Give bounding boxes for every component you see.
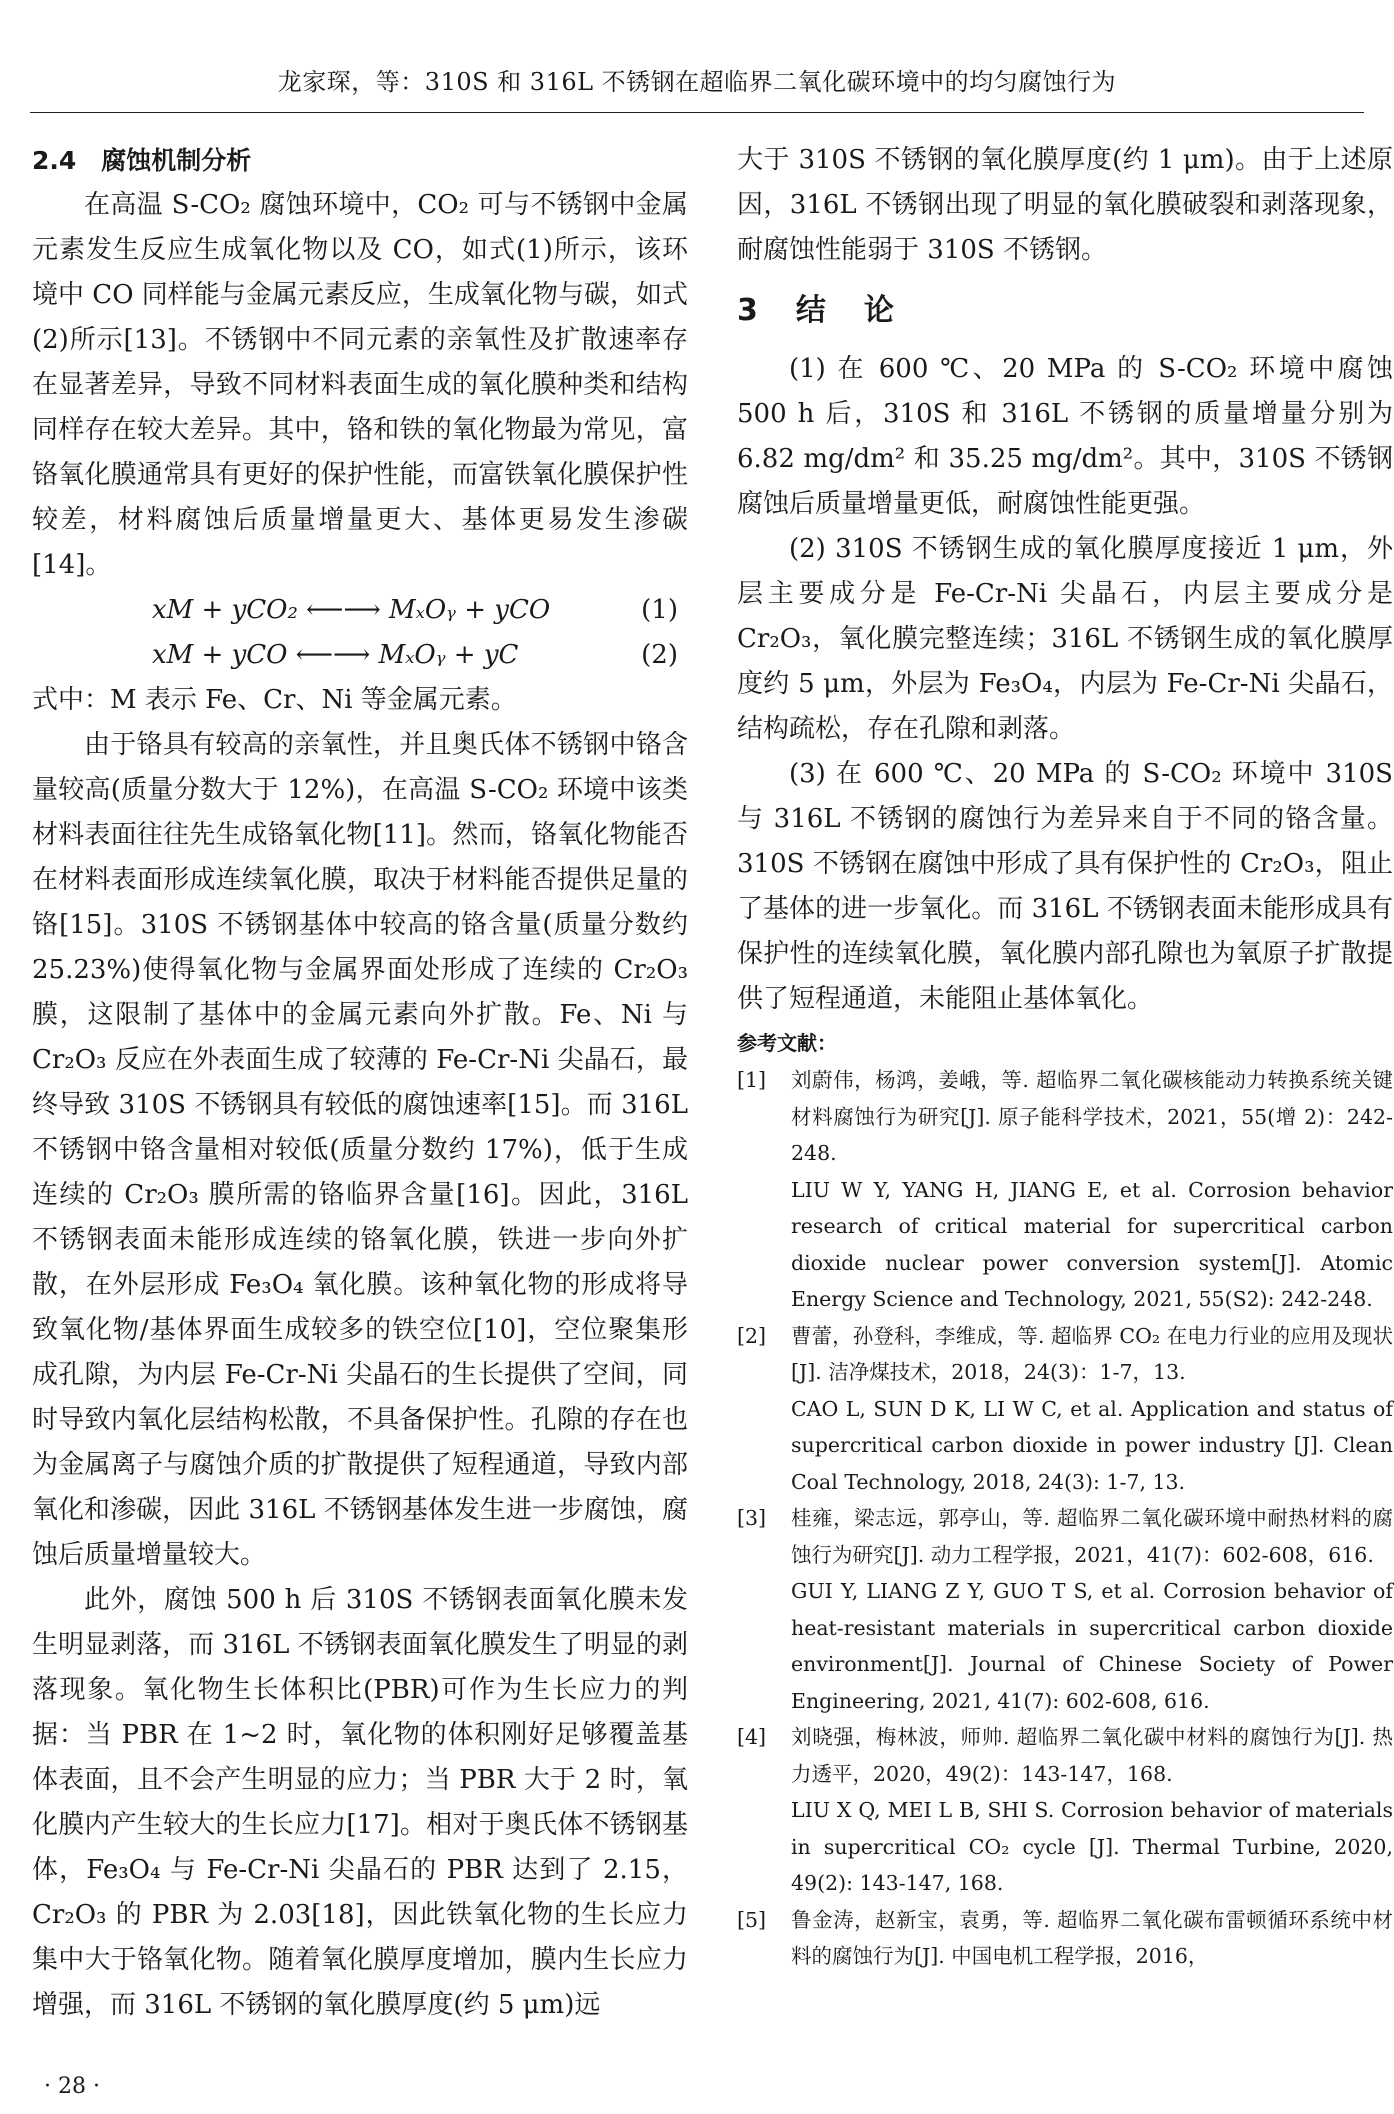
equation-text: xM + yCO ⟵⟶ MₓOᵧ + yC xyxy=(152,640,519,670)
reference-text xyxy=(791,1902,1393,1975)
conclusion-item: (1) 在 600 ℃、20 MPa 的 S-CO₂ 环境中腐蚀 500 h 后，310S 和 316L 不锈钢的质量增量分别为 6.82 mg/dm² 和 35.25 mg/dm²。其中，310S 不锈钢腐蚀后质量增量更低，耐腐蚀性能更强。 xyxy=(737,354,1393,519)
reference-tag: [5] xyxy=(737,1907,767,1932)
paragraph: 由于铬具有较高的亲氧性，并且奥氏体不锈钢中铬含量较高(质量分数大于 12%)，在高温 S-CO₂ 环境中该类材料表面往往先生成铬氧化物[11]。然而，铬氧化物能否在材料表面形成连续氧化膜，取决于材料能否提供足量的铬[15]。310S 不锈钢基体中较高的铬含量(质量分数约 25.23%)使得氧化物与金属界面处形成了连续的 Cr₂O₃ 膜，这限制了基体中的金属元素向外扩散。Fe、Ni 与 Cr₂O₃ 反应在外表面生成了较薄的 Fe-Cr-Ni 尖晶石，最终导致 310S 不锈钢具有较低的腐蚀速率[15]。而 316L 不锈钢中铬含量相对较低(质量分数约 17%)，低于生成连续的 Cr₂O₃ 膜所需的铬临界含量[16]。因此，316L 不锈钢表面未能形成连续的铬氧化膜，铁进一步向外扩散，在外层形成 Fe₃O₄ 氧化膜。该种氧化物的形成将导致氧化物/基体界面生成较多的铁空位[10]，空位聚集形成孔隙，为内层 Fe-Cr-Ni 尖晶石的生长提供了空间，同时导致内氧化层结构松散，不具备保护性。孔隙的存在也为金属离子与腐蚀介质的扩散提供了短程通道，导致内部氧化和渗碳，因此 316L 不锈钢基体发生进一步腐蚀，腐蚀后质量增量较大。 xyxy=(32,730,688,1570)
equation-1 xyxy=(32,588,688,633)
reference-text xyxy=(791,1500,1393,1719)
reference-tag: [2] xyxy=(737,1323,767,1348)
paragraph: 此外，腐蚀 500 h 后 310S 不锈钢表面氧化膜未发生明显剥落，而 316L 不锈钢表面氧化膜发生了明显的剥落现象。氧化物生长体积比(PBR)可作为生长应力的判据：当 PBR 在 1~2 时，氧化物的体积刚好足够覆盖基体表面，且不会产生明显的应力；当 PBR 大于 2 时，氧化膜内产生较大的生长应力[17]。相对于奥氏体不锈钢基体，Fe₃O₄ 与 Fe-Cr-Ni 尖晶石的 PBR 达到了 2.15，Cr₂O₃ 的 PBR 为 2.03[18]，因此铁氧化物的生长应力集中大于铬氧化物。随着氧化膜厚度增加，膜内生长应力增强，而 316L 不锈钢的氧化膜厚度(约 5 μm)远 xyxy=(32,1585,688,2020)
reference-text-en: CAO L, SUN D K, LI W C, et al. Application and status of supercritical carbon dioxide in power industry [J]. Clean Coal Technology, 2018, 24(3): 1-7, 13. xyxy=(791,1396,1393,1494)
reference-text-cn: 刘晓强，梅林波，师帅. 超临界二氧化碳中材料的腐蚀行为[J]. 热力透平，2020，49(2)：143-147，168. xyxy=(791,1725,1393,1786)
reference-item xyxy=(737,1500,1393,1719)
reference-text xyxy=(791,1719,1393,1902)
reference-text-en: LIU X Q, MEI L B, SHI S. Corrosion behavior of materials in supercritical CO₂ cycle [J]. Thermal Turbine, 2020, 49(2): 143-147, 168. xyxy=(791,1798,1393,1895)
reference-text-cn: 鲁金涛，赵新宝，袁勇，等. 超临界二氧化碳布雷顿循环系统中材料的腐蚀行为[J]. 中国电机工程学报，2016， xyxy=(791,1907,1393,1968)
header-rule xyxy=(30,112,1364,113)
reference-item xyxy=(737,1062,1393,1318)
right-column xyxy=(737,138,1393,1975)
reference-text-en: GUI Y, LIANG Z Y, GUO T S, et al. Corrosion behavior of heat-resistant materials in supercritical carbon dioxide environment[J]. Journal of Chinese Society of Power Engineering, 2021, 41(7): 602-608, 616. xyxy=(791,1579,1393,1713)
reference-text-en: LIU W Y, YANG H, JIANG E, et al. Corrosion behavior research of critical material for supercritical carbon dioxide nuclear power conversion system[J]. Atomic Energy Science and Technology, 2021, 55(S2): 242-248. xyxy=(791,1177,1393,1311)
section-title-3: 3 结 论 xyxy=(737,293,898,328)
reference-text-cn: 曹蕾，孙登科，李维成，等. 超临界 CO₂ 在电力行业的应用及现状[J]. 洁净煤技术，2018，24(3)：1-7，13. xyxy=(791,1323,1393,1384)
paragraph: 大于 310S 不锈钢的氧化膜厚度(约 1 μm)。由于上述原因，316L 不锈钢出现了明显的氧化膜破裂和剥落现象，耐腐蚀性能弱于 310S 不锈钢。 xyxy=(737,145,1393,265)
reference-tag: [3] xyxy=(737,1506,767,1530)
section-title-2-4: 2.4 腐蚀机制分析 xyxy=(32,146,252,175)
equation-text: xM + yCO₂ ⟵⟶ MₓOᵧ + yCO xyxy=(152,595,551,625)
reference-text xyxy=(791,1062,1393,1318)
equation-number: (1) xyxy=(641,595,678,625)
reference-item xyxy=(737,1318,1393,1501)
reference-item xyxy=(737,1902,1393,1975)
reference-tag: [4] xyxy=(737,1725,767,1749)
references-title: 参考文献： xyxy=(737,1031,837,1055)
reference-text xyxy=(791,1318,1393,1501)
reference-text-cn: 桂雍，梁志远，郭亭山，等. 超临界二氧化碳环境中耐热材料的腐蚀行为研究[J]. 动力工程学报，2021，41(7)：602-608，616. xyxy=(791,1506,1393,1567)
left-column xyxy=(32,138,688,2028)
conclusion-item: (2) 310S 不锈钢生成的氧化膜厚度接近 1 μm，外层主要成分是 Fe-Cr-Ni 尖晶石，内层主要成分是 Cr₂O₃，氧化膜完整连续；316L 不锈钢生成的氧化膜厚度约 5 μm，外层为 Fe₃O₄，内层为 Fe-Cr-Ni 尖晶石，结构疏松，存在孔隙和剥落。 xyxy=(737,534,1393,744)
equation-2 xyxy=(32,633,688,678)
equation-number: (2) xyxy=(641,640,678,670)
reference-text-cn: 刘蔚伟，杨鸿，姜峨，等. 超临界二氧化碳核能动力转换系统关键材料腐蚀行为研究[J]. 原子能科学技术，2021，55(增 2)：242-248. xyxy=(791,1068,1393,1165)
conclusion-item: (3) 在 600 ℃、20 MPa 的 S-CO₂ 环境中 310S 与 316L 不锈钢的腐蚀行为差异来自于不同的铬含量。310S 不锈钢在腐蚀中形成了具有保护性的 Cr₂O₃，阻止了基体的进一步氧化。而 316L 不锈钢表面未能形成具有保护性的连续氧化膜，氧化膜内部孔隙也为氧原子扩散提供了短程通道，未能阻止基体氧化。 xyxy=(737,759,1393,1014)
paragraph: 在高温 S-CO₂ 腐蚀环境中，CO₂ 可与不锈钢中金属元素发生反应生成氧化物以及 CO，如式(1)所示，该环境中 CO 同样能与金属元素反应，生成氧化物与碳，如式(2)所示[13]。不锈钢中不同元素的亲氧性及扩散速率存在显著差异，导致不同材料表面生成的氧化膜种类和结构同样存在较大差异。其中，铬和铁的氧化物最为常见，富铬氧化膜通常具有更好的保护性能，而富铁氧化膜保护性较差，材料腐蚀后质量增量更大、基体更易发生渗碳[14]。 xyxy=(32,190,688,580)
reference-item xyxy=(737,1719,1393,1902)
equation-note: 式中：M 表示 Fe、Cr、Ni 等金属元素。 xyxy=(32,685,517,715)
reference-tag: [1] xyxy=(737,1068,767,1092)
page-number: · 28 · xyxy=(44,2074,100,2099)
running-header: 龙家琛，等：310S 和 316L 不锈钢在超临界二氧化碳环境中的均匀腐蚀行为 xyxy=(277,68,1117,96)
